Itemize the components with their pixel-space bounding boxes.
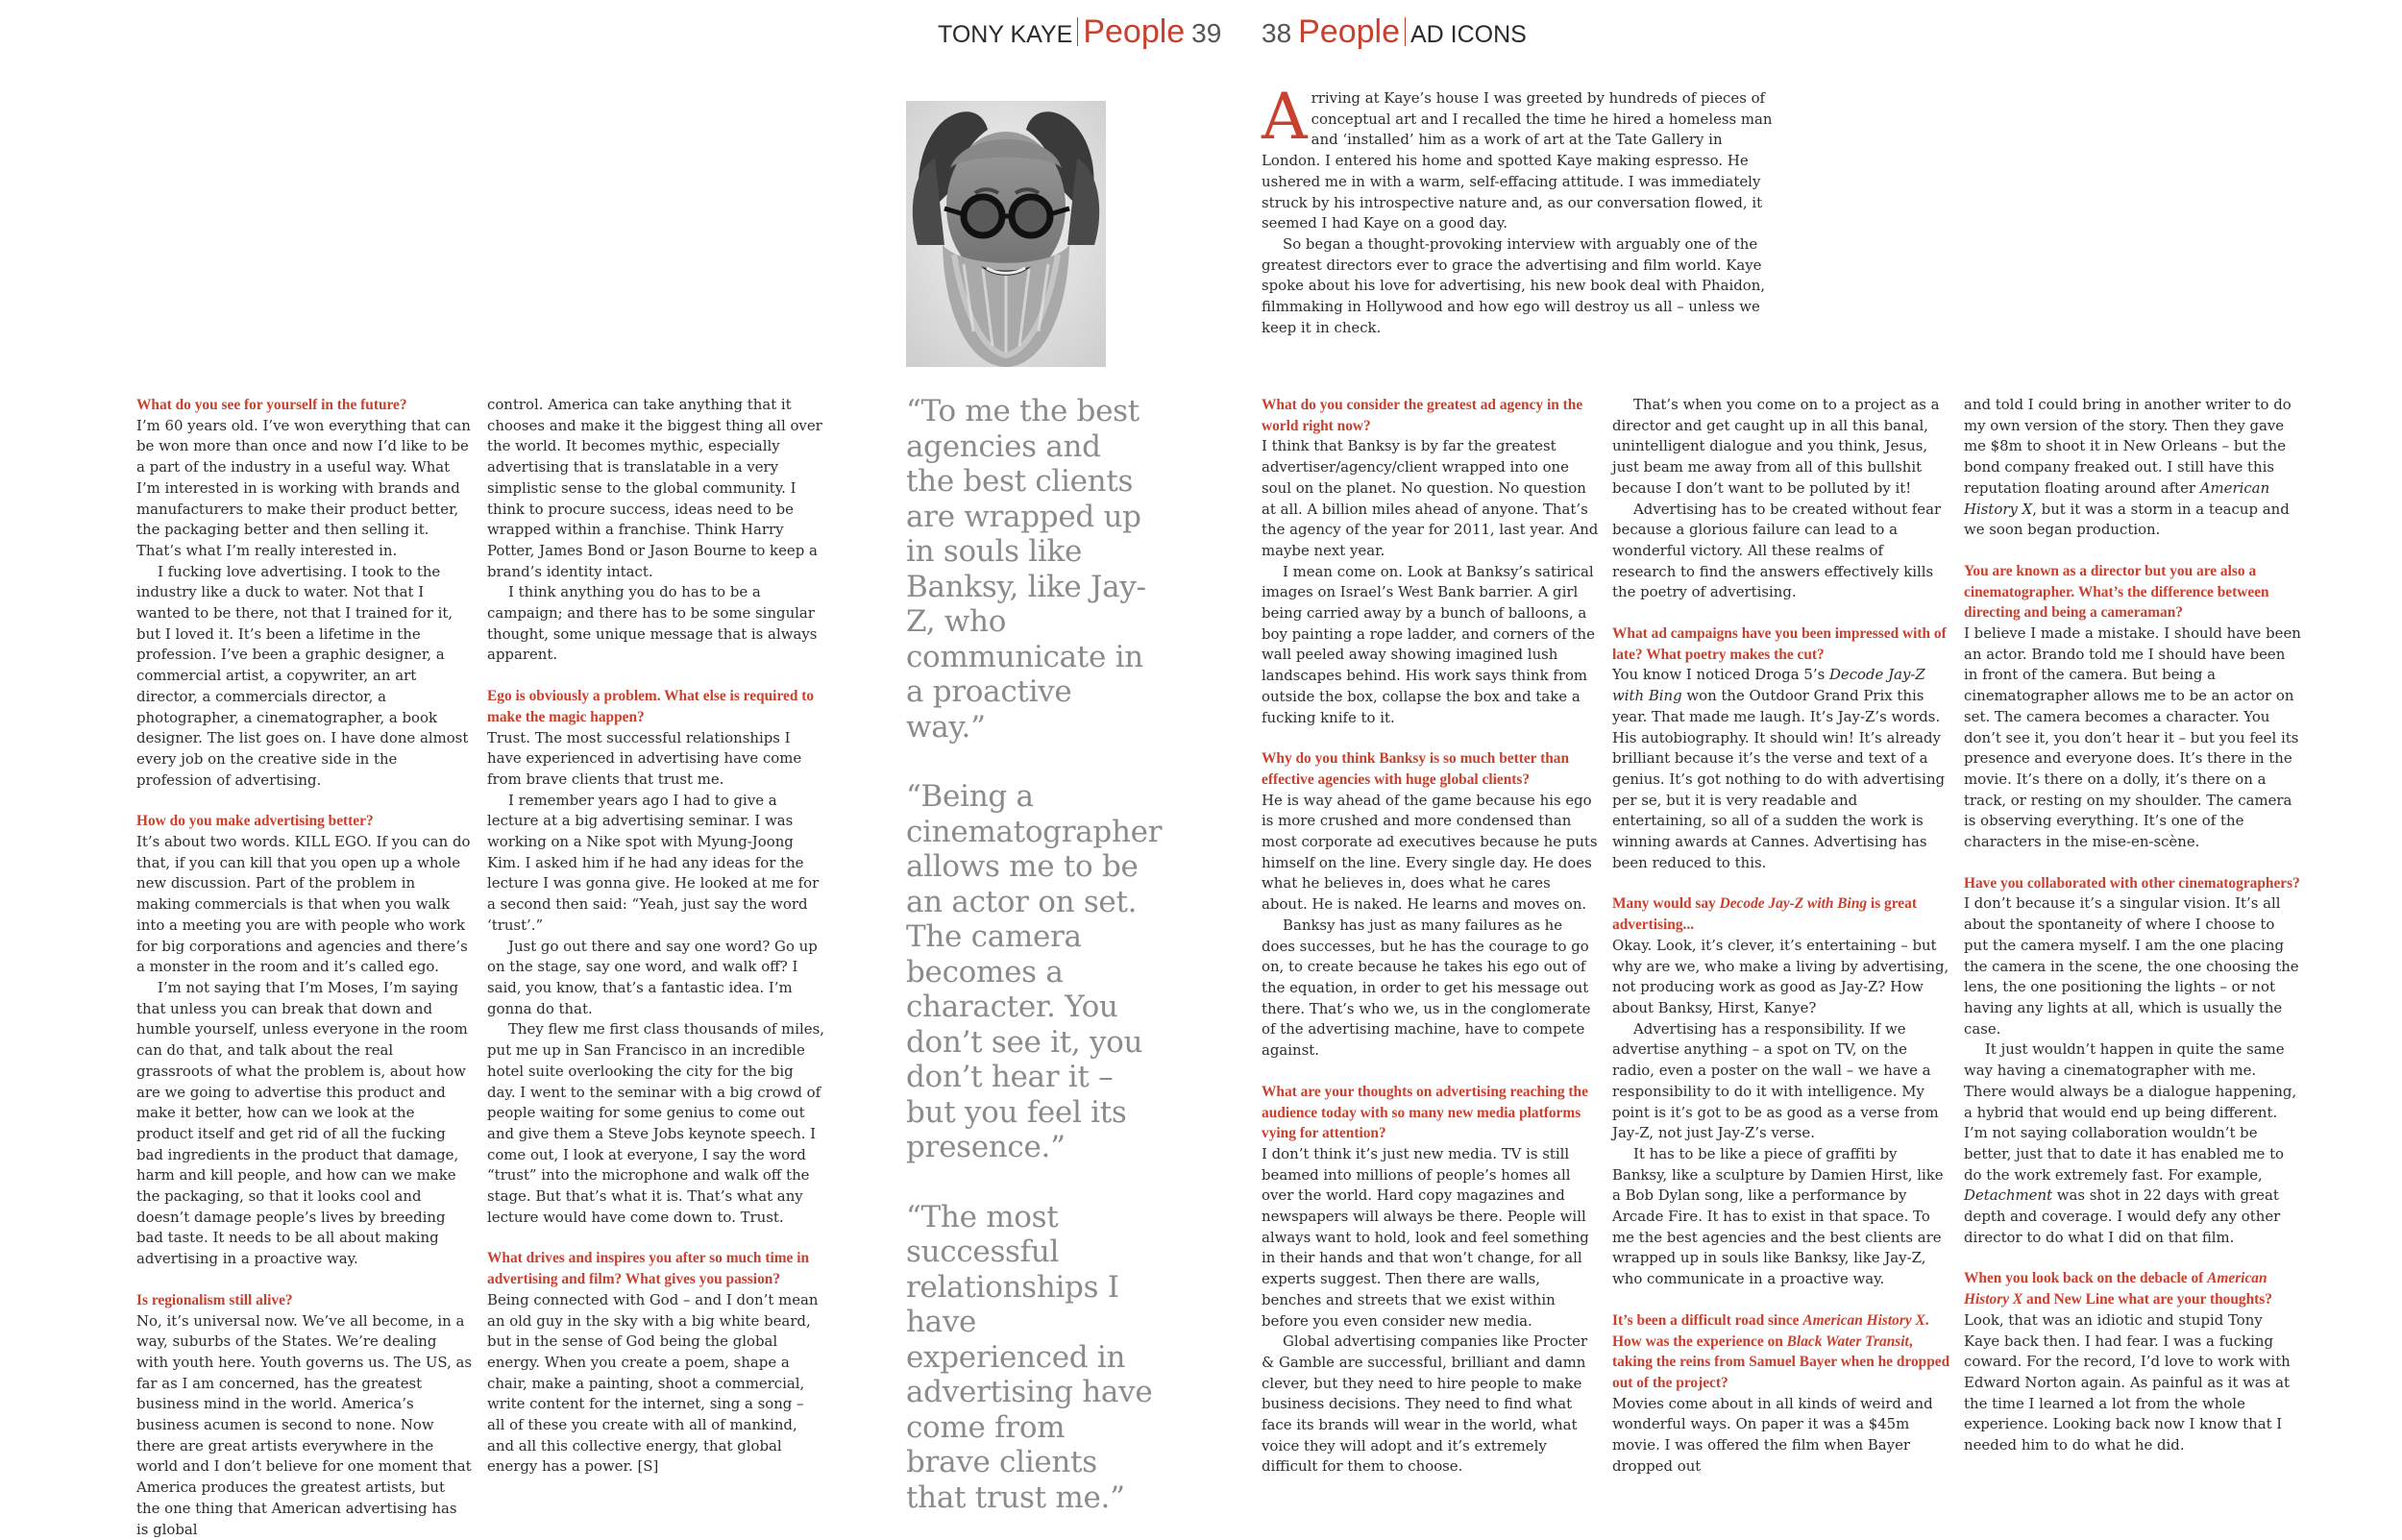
answer-text: was shot in 22 days with great depth and coverage. I would defy any other director to do what I did on that film. bbox=[1964, 1186, 2281, 1246]
answer-paragraph: It’s about two words. KILL EGO. If you can do that, if you can kill that you open up a whole new discussion. Part of the problem in making commercials is that when you walk into a meeting you are with people who work for big corporations and agencies and there’s a monster in the room and it’s called ego. bbox=[136, 833, 471, 976]
film-title: American History X bbox=[1802, 1311, 1925, 1329]
question: You are known as a director but you are also a cinematographer. What’s the difference between directing and being a cameraman? bbox=[1964, 562, 2269, 622]
article-intro bbox=[1262, 80, 1776, 338]
answer-paragraph bbox=[1964, 395, 2302, 541]
answer-paragraph: I believe I made a mistake. I should have been an actor. Brando told me I should have been in front of the camera. But being a cinematographer allows me to be an actor on set. The camera becomes a character. You don’t see it, you don’t hear it – but you feel its presence and everyone does. It’s there in the movie. It’s there on a dolly, it’s there on a track, or resting on my shoulder. The camera is observing everything. It’s one of the characters in the mise-en-scène. bbox=[1964, 624, 2301, 851]
answer-paragraph: Global advertising companies like Procter & Gamble are successful, brilliant and damn clever, but they need to hire people to make business decisions. They need to find what face its brands will wear in the world, what voice they will adopt and it’s extremely difficult for them to choose. bbox=[1262, 1332, 1588, 1476]
campaign-title: Decode Jay-Z with Bing bbox=[1612, 666, 1925, 705]
intro-paragraph: rriving at Kaye’s house I was greeted by hundreds of pieces of conceptual art and I recalled the time he hired a homeless man and ‘installed’ him as a work of art at the Tate Gallery in London. I entered his home and spotted Kaye making espresso. He ushered me in with a warm, self-effacing attitude. I was immediately struck by his introspective nature and, as our conversation flowed, it seemed I had Kaye on a good day. bbox=[1262, 89, 1773, 232]
header-right-section: AD ICONS bbox=[1409, 21, 1527, 48]
answer-text: It just wouldn’t happen in quite the same way having a cinematographer with me. There would always be a dialogue happening, a hybrid that would end up being different. I’m not saying collaboration wouldn’t be better, just that to date it has enabled me to do the work extremely fast. For example, bbox=[1964, 1040, 2297, 1184]
question-text: When you look back on the debacle of bbox=[1964, 1270, 2208, 1287]
answer-paragraph: I don’t because it’s a singular vision. It’s all about the spontaneity of where I choose to put the camera myself. I am the one placing the camera in the scene, the one choosing the lens, the one positioning the lights – or not having any lights at all, which is usually the case. bbox=[1964, 894, 2299, 1038]
answer-paragraph: Banksy has just as many failures as he does successes, but he has the courage to go on, to create because he takes his ego out of the equation, in order to get his message out there. That’s who we, us in the conglomerate of the advertising machine, have to compete against. bbox=[1262, 916, 1591, 1060]
answer-paragraph: No, it’s universal now. We’ve all become, in a way, suburbs of the States. We’re dealing with youth here. Youth governs us. The US, as far as I am concerned, has the greatest business mind in the world. America’s business acumen is second to none. Now there are great artists everywhere in the world and I don’t believe for one moment that America produces the greatest artists, but the one thing that American advertising has is global bbox=[136, 1311, 473, 1538]
answer-paragraph: Okay. Look, it’s clever, it’s entertaining – but why are we, who make a living by advertising, not producing work as good as Jay-Z? How about Banksy, Hirst, Kanye? bbox=[1612, 936, 1949, 1016]
header-right bbox=[1262, 13, 1527, 51]
answer-paragraph: I fucking love advertising. I took to the industry like a duck to water. Not that I wanted to be there, not that I trained for it, but I loved it. It’s been a lifetime in the profession. I’ve been a graphic designer, a commercial artist, a copywriter, an art director, a commercials director, a photographer, a cinematographer, a book designer. The list goes on. I have done almost every job on the creative side in the profession of advertising. bbox=[136, 562, 469, 789]
header-divider bbox=[1405, 17, 1406, 46]
answer-text: You know I noticed Droga 5’s bbox=[1612, 666, 1829, 684]
answer-paragraph: I don’t think it’s just new media. TV is still beamed into millions of people’s homes all over the world. Hard copy magazines and newspapers will always be there. People will always want to hold, look and feel something in their hands and that won’t change, for all experts suggest. Then there are walls, benches and streets that we exist within before you even consider new media. bbox=[1262, 1144, 1589, 1330]
film-title: Detachment bbox=[1964, 1186, 2053, 1205]
answer-paragraph: It has to be like a piece of graffiti by Banksy, like a sculpture by Damien Hirst, like a Bob Dylan song, like a performance by Arcade Fire. It has to exist in that space. To me the best agencies and the best clients are wrapped up in souls like Banksy, like Jay-Z, who communicate in a proactive way. bbox=[1612, 1144, 1944, 1288]
text-column-2 bbox=[487, 395, 825, 1476]
film-title: American History X bbox=[1964, 478, 2270, 518]
header-divider bbox=[1077, 17, 1078, 46]
question-text: Many would say bbox=[1612, 895, 1720, 913]
answer-text: and told I could bring in another writer to do my own version of the story. Then they gave me $8m to shoot it in New Orleans – but the bond company freaked out. I still have this reputation floating around after bbox=[1964, 396, 2292, 497]
answer-paragraph bbox=[1612, 665, 1950, 873]
answer-text: , but it was a storm in a teacup and we soon began production. bbox=[1964, 500, 2290, 539]
pull-quotes bbox=[906, 394, 1163, 1515]
question-text: and New Line what are your thoughts? bbox=[2022, 1291, 2272, 1308]
question bbox=[1612, 893, 1950, 935]
answer-paragraph: Look, that was an idiotic and stupid Tony Kaye back then. I had fear. I was a fucking coward. For the record, I’d love to work with Edward Norton again. As painful as it was at the time I learned a lot from the whole experience. Looking back now I know that I needed him to do what he did. bbox=[1964, 1310, 2291, 1454]
end-mark: [S] bbox=[637, 1457, 659, 1476]
header-left-title: People bbox=[1083, 13, 1186, 50]
header-left-section: TONY KAYE bbox=[938, 21, 1073, 48]
answer-paragraph: Being connected with God – and I don’t mean an old guy in the sky with a big white beard, but in the sense of God being the global energy. When you create a poem, shape a chair, make a painting, shoot a commercial, write content for the internet, sing a song – all of these you create with all of mankind, and all this collective energy, that global energy has a power. bbox=[487, 1290, 819, 1476]
answer-paragraph: Advertising has a responsibility. If we advertise anything – a spot on TV, on the radio, even a poster on the wall – we have a responsibility to do it with intelligence. My point is it’s got to be as good as a verse from Jay-Z, not just Jay-Z’s verse. bbox=[1612, 1019, 1939, 1142]
header-right-page-number: 38 bbox=[1262, 18, 1292, 48]
header-left-page-number: 39 bbox=[1191, 18, 1222, 48]
pull-quote: “The most successful relationships I have experienced in advertising have come from brave clients that trust me.” bbox=[906, 1199, 1153, 1515]
question: Is regionalism still alive? bbox=[136, 1291, 293, 1308]
answer-paragraph: Advertising has to be created without fear because a glorious failure can lead to a wonderful victory. All these realms of research to find the answers effectively kills the poetry of advertising. bbox=[1612, 500, 1942, 601]
question: What do you see for yourself in the future? bbox=[136, 397, 407, 413]
question: What do you consider the greatest ad agency in the world right now? bbox=[1262, 397, 1583, 434]
question: What drives and inspires you after so much time in advertising and film? What gives you passion? bbox=[487, 1250, 810, 1288]
answer-paragraph: They flew me first class thousands of miles, put me up in San Francisco in an incredible hotel suite overlooking the city for the big day. I went to the seminar with a big crowd of people waiting for some genius to come out and give them a Steve Jobs keynote speech. I come out, I look at everyone, I say the word “trust” into the microphone and walk off the stage. But that’s what it is. That’s what any lecture would have come down to. Trust. bbox=[487, 1020, 824, 1226]
question bbox=[1612, 1310, 1950, 1394]
film-title: Black Water Transit bbox=[1786, 1332, 1909, 1350]
answer-paragraph: That’s when you come on to a project as a director and get caught up in all this banal, unintelligent dialogue and you think, Jesus, just beam me away from all of this bullshit because I don’t want to be polluted by it! bbox=[1612, 396, 1940, 497]
question: Ego is obviously a problem. What else is required to make the magic happen? bbox=[487, 688, 815, 725]
question: How do you make advertising better? bbox=[136, 813, 374, 830]
question bbox=[1964, 1268, 2302, 1309]
answer-paragraph: I remember years ago I had to give a lecture at a big advertising seminar. I was working on a Nike spot with Myung-Joong Kim. I asked him if he had any ideas for the lecture I was gonna give. He looked at me for a second then said: “Yeah, just say the word ‘trust’.” bbox=[487, 791, 820, 934]
question: What ad campaigns have you been impressed with of late? What poetry makes the cut? bbox=[1612, 625, 1947, 663]
text-column-3 bbox=[1262, 395, 1600, 1476]
question-text: , taking the reins from Samuel Bayer when he dropped out of the project? bbox=[1612, 1332, 1950, 1391]
question-text: . How was the experience on bbox=[1612, 1311, 1929, 1350]
pull-quote: “Being a cinematographer allows me to be an actor on set. The camera becomes a character. You don’t see it, you don’t hear it – but you feel its presence.” bbox=[906, 779, 1163, 1164]
intro-paragraph: So began a thought-provoking interview with arguably one of the greatest directors ever to grace the advertising and film world. Kaye spoke about his love for advertising, his new book deal with Phaidon, filmmaking in Hollywood and how ego will destroy us all – unless we keep it in check. bbox=[1262, 234, 1766, 336]
answer-text: won the Outdoor Grand Prix this year. That made me laugh. It’s Jay-Z’s words. His autobiography. It should win! It’s already brilliant because it’s the verse and text of a genius. It’s got nothing to do with advertising per se, but it is very readable and entertaining, so all of a sudden the work is winning awards at Cannes. Advertising has been reduced to this. bbox=[1612, 687, 1946, 871]
answer-paragraph: I’m 60 years old. I’ve won everything that can be won more than once and now I’d like to be a part of the industry in a useful way. What I’m interested in is working with brands and manufacturers to make their product better, the packaging better and then selling it. That’s what I’m really interested in. bbox=[136, 416, 471, 559]
answer-paragraph: Trust. The most successful relationships I have experienced in advertising have come from brave clients that trust me. bbox=[487, 728, 802, 788]
answer-paragraph: He is way ahead of the game because his ego is more crushed and more condensed than most corporate ad executives because he puts himself on the line. Every single day. He does what he believes in, does what he cares about. He is naked. He learns and moves on. bbox=[1262, 791, 1598, 914]
answer-paragraph: control. America can take anything that it chooses and make it the biggest thing all over the world. It becomes mythic, especially advertising that is translatable in a very simplistic sense to the global community. I think to procure success, ideas need to be wrapped within a franchise. Think Harry Potter, James Bond or Jason Bourne to keep a brand’s identity intact. bbox=[487, 396, 822, 580]
campaign-title: Decode Jay-Z with Bing bbox=[1719, 895, 1868, 913]
question: Why do you think Banksy is so much better than effective agencies with huge global clients? bbox=[1262, 750, 1570, 788]
question-text: is great advertising... bbox=[1612, 895, 1917, 934]
answer-paragraph: I think anything you do has to be a campaign; and there has to be some singular thought, some unique message that is always apparent. bbox=[487, 583, 818, 664]
pull-quote: “To me the best agencies and the best clients are wrapped up in souls like Banksy, like Jay-Z, who communicate in a proactive way.” bbox=[906, 394, 1146, 745]
question: Have you collaborated with other cinematographers? bbox=[1964, 874, 2300, 892]
answer-paragraph: I mean come on. Look at Banksy’s satirical images on Israel’s West Bank barrier. A girl being carried away by a bunch of balloons, a boy painting a rope ladder, and corners of the wall peeled away showing imagined lush landscapes behind. His work says think from outside the box, collapse the box and take a fucking knife to it. bbox=[1262, 562, 1595, 726]
answer-paragraph bbox=[1964, 1039, 2302, 1248]
portrait-illustration bbox=[906, 101, 1106, 367]
header-left bbox=[938, 13, 1221, 51]
text-column-1 bbox=[136, 395, 473, 1538]
text-column-5 bbox=[1964, 395, 2302, 1454]
question-text: It’s been a difficult road since bbox=[1612, 1311, 1803, 1329]
text-column-4 bbox=[1612, 395, 1950, 1475]
question: What are your thoughts on advertising reaching the audience today with so many new media platforms vying for attention? bbox=[1262, 1083, 1588, 1142]
drop-cap: A bbox=[1262, 80, 1308, 154]
answer-paragraph: I’m not saying that I’m Moses, I’m saying that unless you can break that down and humble yourself, unless everyone in the room can do that, and talk about the real grassroots of what the problem is, about how are we going to advertise this product and make it better, how can we look at the product itself and get rid of all the fucking bad ingredients in the product that damage, harm and kill people, and how can we make the packaging, so that it looks cool and doesn’t damage people’s lives by breeding bad taste. It needs to be all about making advertising in a proactive way. bbox=[136, 978, 468, 1268]
portrait-photo bbox=[906, 101, 1106, 367]
header-right-title: People bbox=[1298, 13, 1400, 50]
answer-paragraph: Movies come about in all kinds of weird and wonderful ways. On paper it was a $45m movie. I was offered the film when Bayer dropped out bbox=[1612, 1394, 1933, 1475]
film-title: American History X bbox=[1964, 1270, 2267, 1308]
answer-paragraph: Just go out there and say one word? Go up on the stage, say one word, and walk off? I said, you know, that’s a fantastic idea. I’m gonna do that. bbox=[487, 937, 818, 1017]
answer-paragraph: I think that Banksy is by far the greatest advertiser/agency/client wrapped into one soul on the planet. No question. No question at all. A billion miles ahead of anyone. That’s the agency of the year for 2011, last year. And maybe next year. bbox=[1262, 437, 1599, 559]
